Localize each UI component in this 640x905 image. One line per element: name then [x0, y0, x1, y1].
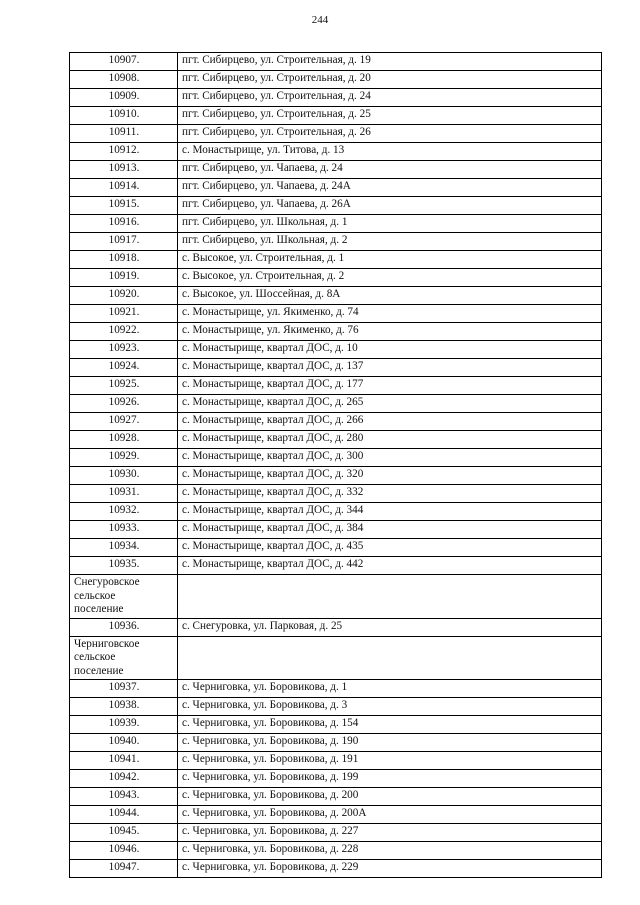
row-address: с. Черниговка, ул. Боровикова, д. 228 — [178, 842, 602, 860]
table-row — [70, 161, 602, 179]
section-title-line: Снегуровское — [74, 576, 140, 588]
section-title-line: поселение — [74, 603, 124, 615]
table-row — [70, 734, 602, 752]
table-row — [70, 788, 602, 806]
row-number: 10914. — [70, 179, 178, 197]
row-number: 10913. — [70, 161, 178, 179]
row-number: 10910. — [70, 107, 178, 125]
row-address: пгт. Сибирцево, ул. Строительная, д. 26 — [178, 125, 602, 143]
table-row — [70, 557, 602, 575]
row-address: пгт. Сибирцево, ул. Чапаева, д. 24А — [178, 179, 602, 197]
row-number: 10932. — [70, 503, 178, 521]
row-address: с. Монастырище, квартал ДОС, д. 344 — [178, 503, 602, 521]
table-row — [70, 716, 602, 734]
table-row — [70, 485, 602, 503]
row-number: 10912. — [70, 143, 178, 161]
table-row — [70, 233, 602, 251]
row-address: с. Снегуровка, ул. Парковая, д. 25 — [178, 618, 602, 636]
section-empty-cell — [178, 575, 602, 619]
table-row — [70, 618, 602, 636]
address-table — [69, 52, 602, 878]
row-address: с. Черниговка, ул. Боровикова, д. 200А — [178, 806, 602, 824]
row-address: пгт. Сибирцево, ул. Школьная, д. 1 — [178, 215, 602, 233]
row-number: 10907. — [70, 53, 178, 71]
table-row — [70, 179, 602, 197]
row-number: 10911. — [70, 125, 178, 143]
row-address: с. Черниговка, ул. Боровикова, д. 199 — [178, 770, 602, 788]
row-address: с. Черниговка, ул. Боровикова, д. 1 — [178, 680, 602, 698]
row-number: 10919. — [70, 269, 178, 287]
row-address: пгт. Сибирцево, ул. Строительная, д. 19 — [178, 53, 602, 71]
row-number: 10931. — [70, 485, 178, 503]
row-number: 10916. — [70, 215, 178, 233]
table-row — [70, 305, 602, 323]
row-number: 10909. — [70, 89, 178, 107]
table-row — [70, 467, 602, 485]
row-number: 10930. — [70, 467, 178, 485]
row-address: с. Монастырище, квартал ДОС, д. 280 — [178, 431, 602, 449]
table-row — [70, 431, 602, 449]
row-address: с. Высокое, ул. Строительная, д. 1 — [178, 251, 602, 269]
row-number: 10937. — [70, 680, 178, 698]
row-address: с. Черниговка, ул. Боровикова, д. 229 — [178, 860, 602, 878]
row-address: пгт. Сибирцево, ул. Чапаева, д. 26А — [178, 197, 602, 215]
row-number: 10942. — [70, 770, 178, 788]
row-number: 10928. — [70, 431, 178, 449]
table-row — [70, 806, 602, 824]
row-address: пгт. Сибирцево, ул. Строительная, д. 20 — [178, 71, 602, 89]
section-title-line: сельское — [74, 589, 116, 602]
row-address: с. Монастырище, квартал ДОС, д. 435 — [178, 539, 602, 557]
table-row — [70, 251, 602, 269]
row-number: 10939. — [70, 716, 178, 734]
row-number: 10923. — [70, 341, 178, 359]
row-number: 10943. — [70, 788, 178, 806]
row-number: 10938. — [70, 698, 178, 716]
row-address: с. Монастырище, квартал ДОС, д. 265 — [178, 395, 602, 413]
row-address: пгт. Сибирцево, ул. Строительная, д. 25 — [178, 107, 602, 125]
row-number: 10920. — [70, 287, 178, 305]
row-number: 10947. — [70, 860, 178, 878]
row-address: с. Монастырище, квартал ДОС, д. 177 — [178, 377, 602, 395]
row-address: с. Черниговка, ул. Боровикова, д. 190 — [178, 734, 602, 752]
row-address: пгт. Сибирцево, ул. Школьная, д. 2 — [178, 233, 602, 251]
row-number: 10934. — [70, 539, 178, 557]
row-number: 10929. — [70, 449, 178, 467]
table-row — [70, 269, 602, 287]
table-row — [70, 539, 602, 557]
table-row — [70, 752, 602, 770]
row-address: с. Черниговка, ул. Боровикова, д. 3 — [178, 698, 602, 716]
section-row — [70, 636, 602, 680]
table-row — [70, 287, 602, 305]
row-address: с. Монастырище, квартал ДОС, д. 442 — [178, 557, 602, 575]
row-number: 10946. — [70, 842, 178, 860]
table-row — [70, 89, 602, 107]
page-number: 244 — [311, 14, 329, 26]
row-number: 10940. — [70, 734, 178, 752]
row-address: с. Черниговка, ул. Боровикова, д. 200 — [178, 788, 602, 806]
table-row — [70, 395, 602, 413]
row-number: 10922. — [70, 323, 178, 341]
row-number: 10935. — [70, 557, 178, 575]
row-number: 10936. — [70, 618, 178, 636]
table-row — [70, 107, 602, 125]
section-title-line: Черниговское — [74, 637, 140, 650]
row-number: 10921. — [70, 305, 178, 323]
row-address: пгт. Сибирцево, ул. Чапаева, д. 24 — [178, 161, 602, 179]
section-title-line: поселение — [74, 664, 124, 677]
table-row — [70, 197, 602, 215]
table-row — [70, 503, 602, 521]
row-number: 10944. — [70, 806, 178, 824]
row-address: с. Монастырище, квартал ДОС, д. 10 — [178, 341, 602, 359]
row-number: 10926. — [70, 395, 178, 413]
row-number: 10915. — [70, 197, 178, 215]
table-row — [70, 521, 602, 539]
section-title-line: сельское — [74, 651, 116, 663]
table-row — [70, 53, 602, 71]
row-address: с. Черниговка, ул. Боровикова, д. 227 — [178, 824, 602, 842]
row-address: с. Монастырище, квартал ДОС, д. 137 — [178, 359, 602, 377]
row-number: 10917. — [70, 233, 178, 251]
table-row — [70, 680, 602, 698]
row-number: 10925. — [70, 377, 178, 395]
table-row — [70, 413, 602, 431]
table-row — [70, 377, 602, 395]
row-number: 10908. — [70, 71, 178, 89]
address-table-body — [70, 53, 602, 878]
table-row — [70, 842, 602, 860]
row-address: с. Монастырище, квартал ДОС, д. 384 — [178, 521, 602, 539]
table-row — [70, 143, 602, 161]
row-number: 10924. — [70, 359, 178, 377]
row-address: с. Высокое, ул. Шоссейная, д. 8А — [178, 287, 602, 305]
table-row — [70, 323, 602, 341]
table-row — [70, 71, 602, 89]
row-address: с. Монастырище, квартал ДОС, д. 300 — [178, 449, 602, 467]
row-address: с. Высокое, ул. Строительная, д. 2 — [178, 269, 602, 287]
row-number: 10933. — [70, 521, 178, 539]
row-number: 10945. — [70, 824, 178, 842]
row-number: 10941. — [70, 752, 178, 770]
section-row — [70, 575, 602, 619]
table-row — [70, 449, 602, 467]
section-title — [70, 575, 178, 619]
row-address: с. Черниговка, ул. Боровикова, д. 191 — [178, 752, 602, 770]
row-address: с. Монастырище, квартал ДОС, д. 266 — [178, 413, 602, 431]
row-address: пгт. Сибирцево, ул. Строительная, д. 24 — [178, 89, 602, 107]
row-address: с. Монастырище, квартал ДОС, д. 320 — [178, 467, 602, 485]
table-row — [70, 770, 602, 788]
row-address: с. Монастырище, ул. Якименко, д. 74 — [178, 305, 602, 323]
row-address: с. Монастырище, ул. Титова, д. 13 — [178, 143, 602, 161]
table-row — [70, 359, 602, 377]
row-address: с. Черниговка, ул. Боровикова, д. 154 — [178, 716, 602, 734]
table-row — [70, 215, 602, 233]
table-row — [70, 125, 602, 143]
section-title — [70, 636, 178, 680]
section-empty-cell — [178, 636, 602, 680]
row-number: 10927. — [70, 413, 178, 431]
table-row — [70, 341, 602, 359]
table-row — [70, 698, 602, 716]
row-address: с. Монастырище, квартал ДОС, д. 332 — [178, 485, 602, 503]
row-number: 10918. — [70, 251, 178, 269]
table-row — [70, 824, 602, 842]
table-row — [70, 860, 602, 878]
row-address: с. Монастырище, ул. Якименко, д. 76 — [178, 323, 602, 341]
